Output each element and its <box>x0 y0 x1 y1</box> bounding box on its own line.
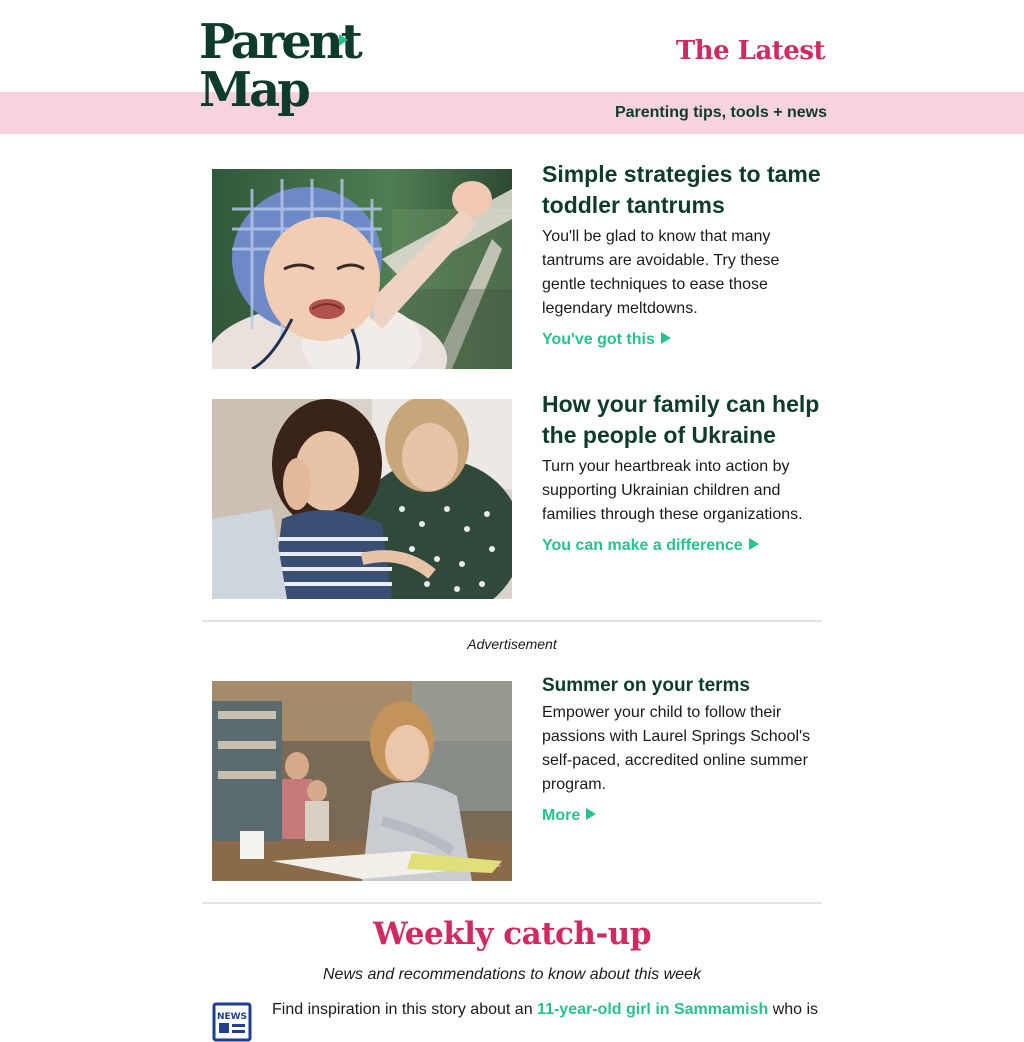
catchup-subtitle: News and recommendations to know about this week <box>323 966 701 983</box>
article-description: Turn your heartbreak into action by supporting Ukrainian children and families through these organizations. <box>542 458 803 523</box>
section-label: The Latest <box>675 36 825 66</box>
article-cta-link[interactable] <box>542 331 671 349</box>
advertisement-label: Advertisement <box>467 636 557 652</box>
ad-title[interactable]: Summer on your terms <box>542 675 750 696</box>
article-title[interactable]: Simple strategies to tame toddler tantrums <box>542 161 821 218</box>
news-text <box>272 998 818 1022</box>
play-arrow-icon <box>586 808 596 820</box>
tagline-band <box>0 92 1024 134</box>
ad-cta-link[interactable] <box>542 807 596 825</box>
article-cta-link[interactable] <box>542 537 759 555</box>
play-arrow-icon <box>661 332 671 344</box>
cta-label: More <box>542 807 581 824</box>
article-card <box>212 391 824 599</box>
catchup-title: Weekly catch-up <box>372 916 652 952</box>
article-text <box>542 161 827 349</box>
news-link[interactable]: 11-year-old girl in Sammamish <box>537 1001 769 1018</box>
newspaper-icon <box>212 1002 252 1042</box>
article-thumbnail[interactable] <box>212 399 512 599</box>
logo-word-parent: Parent <box>199 14 360 70</box>
play-arrow-icon <box>749 538 759 550</box>
svg-text:NEWS: NEWS <box>216 1012 248 1022</box>
mother-daughter-photo <box>212 399 512 599</box>
news-text-after: who is <box>772 1001 819 1018</box>
ad-card <box>212 675 824 881</box>
cta-label: You can make a difference <box>542 537 743 554</box>
article-card <box>212 161 824 369</box>
article-title[interactable]: How your family can help the people of Ukraine <box>542 391 820 448</box>
logo-play-icon <box>339 34 348 46</box>
article-thumbnail[interactable] <box>212 169 512 369</box>
cta-label: You've got this <box>542 331 655 348</box>
student-studying-photo <box>212 681 512 881</box>
divider <box>202 620 822 622</box>
news-text-before: Find inspiration in this story about an <box>272 1001 533 1018</box>
logo-word-map: Map <box>199 62 308 118</box>
crying-toddler-photo <box>212 169 512 369</box>
ad-description: Empower your child to follow their passions with Laurel Springs School's self-paced, accredited online summer program. <box>542 704 811 793</box>
parentmap-logo[interactable] <box>199 16 359 120</box>
article-text <box>542 391 827 555</box>
tagline: Parenting tips, tools + news <box>614 104 827 121</box>
ad-thumbnail[interactable] <box>212 681 512 881</box>
article-description: You'll be glad to know that many tantrums are avoidable. Try these gentle techniques to ease those legendary meltdowns. <box>542 228 780 317</box>
ad-text <box>542 675 827 825</box>
divider <box>202 902 822 904</box>
